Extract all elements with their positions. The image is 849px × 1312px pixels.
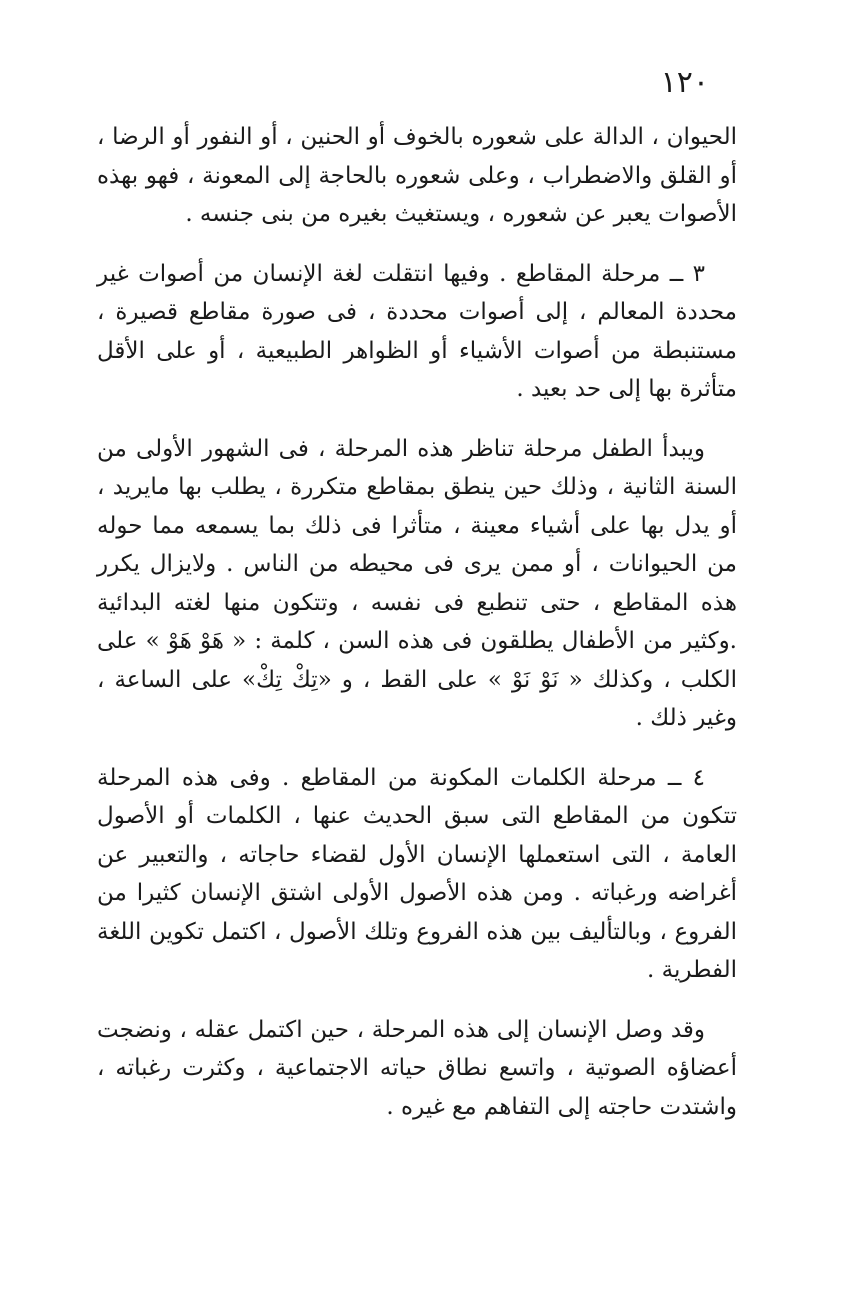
paragraph-continuation: الحيوان ، الدالة على شعوره بالخوف أو الحنين ، أو النفور أو الرضا ، أو القلق والاضطراب ، وعلى شعوره بالحاجة إلى المعونة ، فهو بهذه الأصوات يعبر عن شعوره ، ويستغيث بغيره من بنى جنسه . <box>97 124 737 227</box>
page-body <box>97 118 737 1147</box>
page-number: ١٢٠ <box>660 65 709 100</box>
paragraph-child-stage: ويبدأ الطفل مرحلة تناظر هذه المرحلة ، فى الشهور الأولى من السنة الثانية ، وذلك حين ينطق بمقاطع متكررة ، يطلب بها مايريد ، أو يدل بها على أشياء معينة ، متأثرا فى ذلك بما يسمعه مما حوله من الحيوانات ، أو ممن يرى فى محيطه من الناس . ولايزال يكرر هذه المقاطع ، حتى تنطبع فى نفسه ، وتتكون منها لغته البدائية .وكثير من الأطفال يطلقون فى هذه السن ، كلمة : « هَوْ هَوْ » على الكلب ، وكذلك « نَوْ نَوْ » على القط ، و «تِكْ تِكْ» على الساعة ، وغير ذلك . <box>97 435 737 731</box>
paragraph-stage-3: ٣ ــ مرحلة المقاطع . وفيها انتقلت لغة الإنسان من أصوات غير محددة المعالم ، إلى أصوات محددة ، فى صورة مقاطع قصيرة ، مستنبطة من أصوات الأشياء أو الظواهر الطبيعية ، أو على الأقل متأثرة بها إلى حد بعيد . <box>97 260 737 402</box>
paragraph-conclusion: وقد وصل الإنسان إلى هذه المرحلة ، حين اكتمل عقله ، ونضجت أعضاؤه الصوتية ، واتسع نطاق حياته الاجتماعية ، وكثرت رغباته ، واشتدت حاجته إلى التفاهم مع غيره . <box>97 1016 737 1120</box>
paragraph-stage-4: ٤ ــ مرحلة الكلمات المكونة من المقاطع . وفى هذه المرحلة تتكون من المقاطع التى سبق الحديث عنها ، الكلمات أو الأصول العامة ، التى استعملها الإنسان الأول لقضاء حاجاته ، والتعبير عن أغراضه ورغباته . ومن هذه الأصول الأولى اشتق الإنسان كثيرا من الفروع ، وبالتأليف بين هذه الفروع وتلك الأصول ، اكتمل تكوين اللغة الفطرية . <box>97 764 737 983</box>
